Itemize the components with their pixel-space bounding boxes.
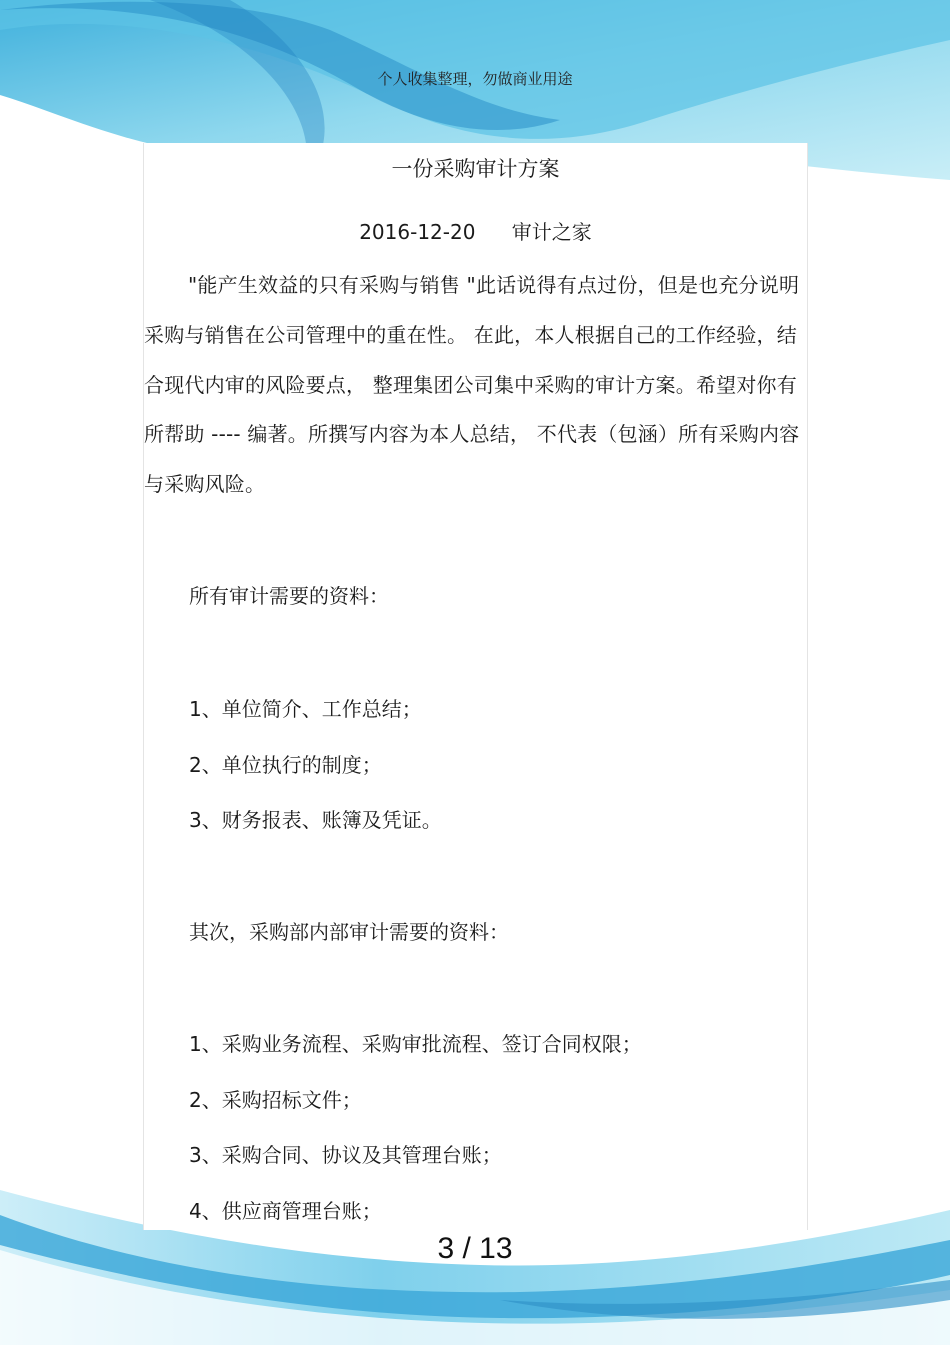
source-name: 审计之家: [511, 220, 592, 244]
document-meta: [144, 216, 807, 245]
list-item: 2、采购招标文件；: [189, 1088, 362, 1112]
list-item: 3、财务报表、账簿及凭证。: [189, 808, 442, 832]
section-heading-purchasing: 其次，采购部内部审计需要的资料：: [189, 920, 509, 944]
watermark-header: 个人收集整理，勿做商业用途: [377, 70, 573, 88]
section-heading-materials: 所有审计需要的资料：: [189, 584, 389, 608]
list-item: 2、单位执行的制度；: [189, 753, 382, 777]
list-item: 4、供应商管理台账；: [189, 1199, 382, 1223]
list-item: 3、采购合同、协议及其管理台账；: [189, 1143, 502, 1167]
list-item: 1、采购业务流程、采购审批流程、签订合同权限；: [189, 1032, 642, 1056]
publish-date: 2016-12-20: [359, 220, 476, 244]
document-page: [143, 143, 808, 1230]
list-item: 1、单位简介、工作总结；: [189, 697, 422, 721]
page-indicator: 3 / 13: [437, 1232, 513, 1265]
intro-paragraph: "能产生效益的只有采购与销售 "此话说得有点过份，但是也充分说明采购与销售在公司管理中的重在性。 在此，本人根据自己的工作经验，结合现代内审的风险要点， 整理集团公司集中采购的审计方案。希望对你有所帮助 ---- 编著。所撰写内容为本人总结， 不代表（包涵）所有采购内容与采购风险。: [144, 273, 800, 497]
document-title: 一份采购审计方案: [391, 157, 560, 181]
